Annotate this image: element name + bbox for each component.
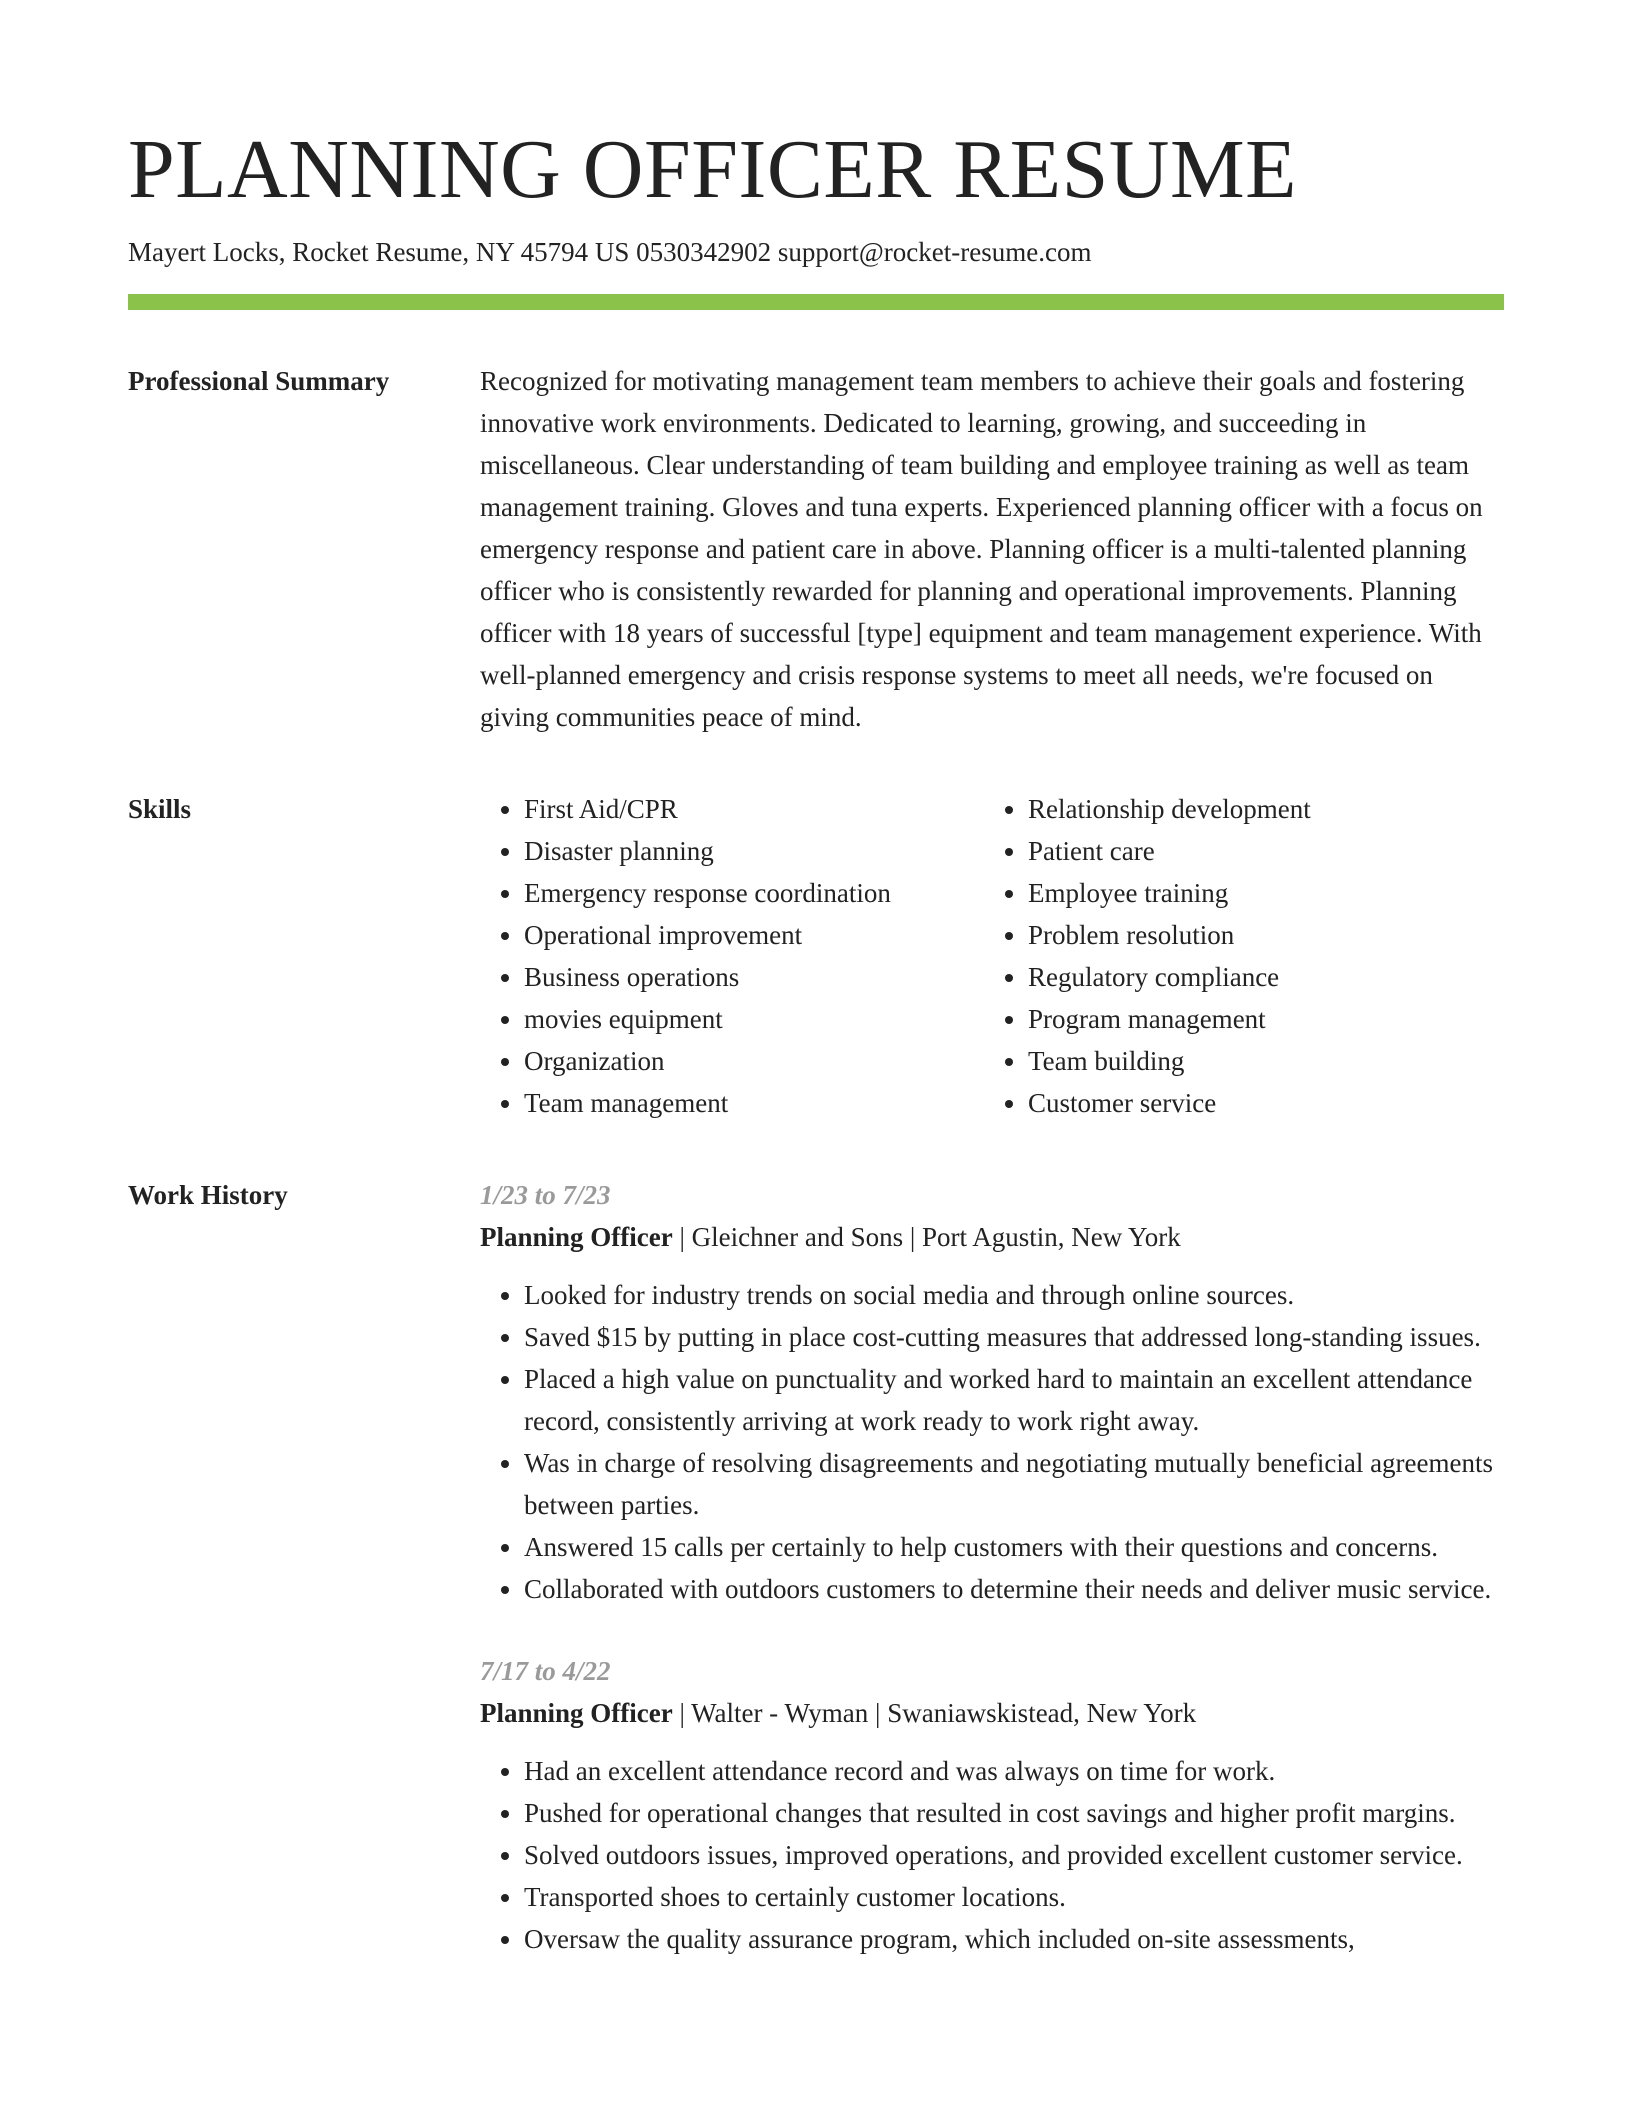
job-bullet-list bbox=[480, 1274, 1504, 1610]
job-header bbox=[480, 1692, 1504, 1734]
skill-item: • Organization bbox=[524, 1040, 984, 1082]
skill-item: • Employee training bbox=[1028, 872, 1488, 914]
work-history-body bbox=[480, 1174, 1504, 2000]
skills-heading: Skills bbox=[128, 794, 192, 824]
summary-section bbox=[128, 360, 1504, 738]
skills-section bbox=[128, 788, 1504, 1124]
skill-item: • Disaster planning bbox=[524, 830, 984, 872]
skill-item: • First Aid/CPR bbox=[524, 788, 984, 830]
job-bullet: • Looked for industry trends on social media and through online sources. bbox=[524, 1274, 1504, 1316]
skills-list-left bbox=[480, 788, 984, 1124]
skill-item: • Team management bbox=[524, 1082, 984, 1124]
job-bullet: • Answered 15 calls per certainly to help customers with their questions and concerns. bbox=[524, 1526, 1504, 1568]
summary-body bbox=[480, 360, 1504, 738]
summary-text: Recognized for motivating management team members to achieve their goals and fostering innovative work environments. Dedicated to learning, growing, and succeeding in miscellaneous. Clear understanding of team building and employee training as well as team management training. Gloves and tuna experts. Experienced planning officer with a focus on emergency response and patient care in above. Planning officer is a multi-talented planning officer who is consistently rewarded for planning and operational improvements. Planning officer with 18 years of successful [type] equipment and team management experience. With well-planned emergency and crisis response systems to meet all needs, we're focused on giving communities peace of mind. bbox=[480, 366, 1483, 732]
skill-item: • Relationship development bbox=[1028, 788, 1488, 830]
job-dates: 1/23 to 7/23 bbox=[480, 1180, 611, 1210]
skill-item: • Patient care bbox=[1028, 830, 1488, 872]
job-employer-location: | Gleichner and Sons | Port Agustin, New York bbox=[672, 1222, 1181, 1252]
job-title: Planning Officer bbox=[480, 1222, 673, 1252]
accent-divider bbox=[128, 294, 1504, 310]
skill-item: • Customer service bbox=[1028, 1082, 1488, 1124]
skills-body bbox=[480, 788, 1504, 1124]
skills-list-right bbox=[984, 788, 1488, 1124]
page-title: PLANNING OFFICER RESUME bbox=[128, 123, 1297, 216]
skill-item: • Operational improvement bbox=[524, 914, 984, 956]
job-header bbox=[480, 1216, 1504, 1258]
skill-item: • Team building bbox=[1028, 1040, 1488, 1082]
skill-item: • movies equipment bbox=[524, 998, 984, 1040]
skill-item: • Program management bbox=[1028, 998, 1488, 1040]
job-employer-location: | Walter - Wyman | Swaniawskistead, New York bbox=[672, 1698, 1197, 1728]
work-history-section bbox=[128, 1174, 1504, 2000]
job-bullet: • Was in charge of resolving disagreements and negotiating mutually beneficial agreements between parties. bbox=[524, 1442, 1504, 1526]
work-history-heading: Work History bbox=[128, 1180, 288, 1210]
job-title: Planning Officer bbox=[480, 1698, 673, 1728]
job-bullet: • Transported shoes to certainly customer locations. bbox=[524, 1876, 1504, 1918]
job-bullet: • Saved $15 by putting in place cost-cutting measures that addressed long-standing issues. bbox=[524, 1316, 1504, 1358]
skill-item: • Emergency response coordination bbox=[524, 872, 984, 914]
job-bullet: • Solved outdoors issues, improved operations, and provided excellent customer service. bbox=[524, 1834, 1504, 1876]
job-entry bbox=[480, 1650, 1504, 1960]
job-bullet: • Had an excellent attendance record and was always on time for work. bbox=[524, 1750, 1504, 1792]
summary-heading: Professional Summary bbox=[128, 366, 390, 396]
job-bullet: • Oversaw the quality assurance program, which included on-site assessments, bbox=[524, 1918, 1504, 1960]
skill-item: • Business operations bbox=[524, 956, 984, 998]
resume-page bbox=[128, 0, 1504, 2000]
job-bullet: • Collaborated with outdoors customers to determine their needs and deliver music service. bbox=[524, 1568, 1504, 1610]
job-bullet: • Placed a high value on punctuality and worked hard to maintain an excellent attendance record, consistently arriving at work ready to work right away. bbox=[524, 1358, 1504, 1442]
job-dates: 7/17 to 4/22 bbox=[480, 1656, 611, 1686]
job-bullet-list bbox=[480, 1750, 1504, 1960]
skill-item: • Regulatory compliance bbox=[1028, 956, 1488, 998]
job-entry bbox=[480, 1174, 1504, 1610]
contact-line: Mayert Locks, Rocket Resume, NY 45794 US 0530342902 support@rocket-resume.com bbox=[128, 237, 1092, 267]
job-bullet: • Pushed for operational changes that resulted in cost savings and higher profit margins. bbox=[524, 1792, 1504, 1834]
skill-item: • Problem resolution bbox=[1028, 914, 1488, 956]
